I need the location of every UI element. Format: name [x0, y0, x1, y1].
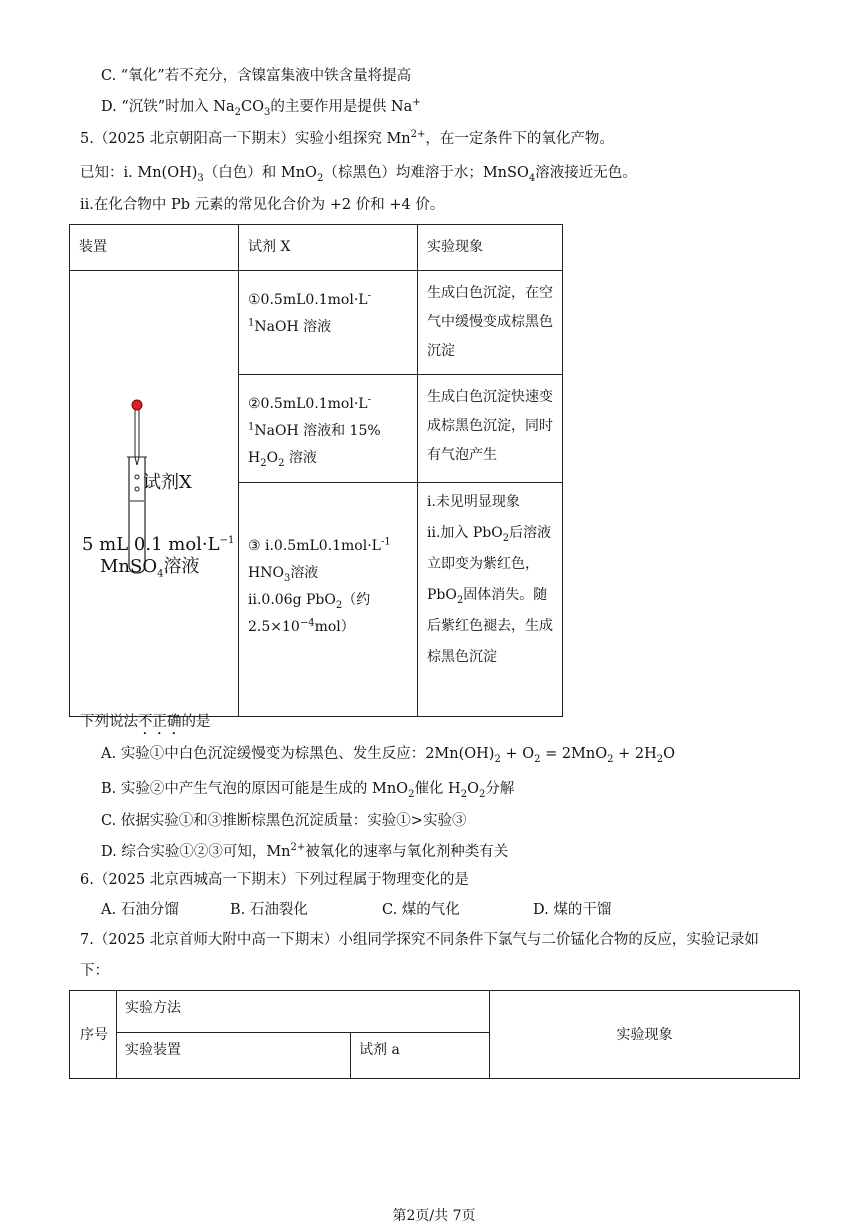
apparatus-cell [70, 271, 239, 717]
header-apparatus: 装置 [70, 225, 239, 271]
option-5d: D. 综合实验①②③可知，$Mn^{2+}$被氧化的速率与氧化剂种类有关 [101, 842, 509, 860]
question-7-stem-1: 7.（2025 北京首师大附中高一下期末）小组同学探究不同条件下氯气与二价锰化合物的反应，实验记录如 [80, 932, 759, 948]
phenomenon-1: 生成白色沉淀，在空气中缓慢变成棕黑色沉淀 [418, 271, 563, 375]
solution-label-1: 5 mL 0.1 $mol\cdot L^{-1}$ [82, 534, 235, 555]
reagent-1: $①0.5mL0.1mol\cdot L^{-1}NaOH$ 溶液 [239, 271, 418, 375]
header-apparatus-2: 实验装置 [117, 1033, 351, 1079]
option-6b: B. 石油裂化 [230, 902, 308, 918]
option-5b: B. 实验②中产生气泡的原因可能是生成的 MnO$_2$催化 $H_2O_2$分解 [101, 781, 515, 800]
question-7-stem-2: 下： [80, 963, 109, 979]
known-1: 已知：ⅰ. $Mn(OH)_3$（白色）和 MnO$_2$（棕黑色）均难溶于水；MnSO$_4$溶液接近无色。 [80, 165, 637, 184]
header-index: 序号 [70, 991, 117, 1079]
option-6d: D. 煤的干馏 [533, 902, 612, 918]
header-method: 实验方法 [117, 991, 490, 1033]
question-6-stem: 6.（2025 北京西城高一下期末）下列过程属于物理变化的是 [80, 872, 469, 888]
option-c-prev: C. “氧化”若不充分，含镍富集液中铁含量将提高 [101, 68, 412, 84]
question-5-stem: 5.（2025 北京朝阳高一下期末）实验小组探究 $Mn^{2+}$，在一定条件下的氧化产物。 [80, 129, 614, 147]
solution-label-2: MnSO$_4$溶液 [100, 556, 200, 580]
option-d-prev: D. “沉铁”时加入 $Na_2CO_3$的主要作用是提供 Na+ [101, 97, 421, 118]
header-reagent-a: 试剂 a [351, 1033, 490, 1079]
known-2: ⅱ.在化合物中 Pb 元素的常见化合价为 +2 价和 +4 价。 [80, 197, 445, 213]
reagent-2: $②0.5mL0.1mol\cdot L^{-1}NaOH$ 溶液和 15% $H_2O_2$ 溶液 [239, 375, 418, 483]
option-5c: C. 依据实验①和③推断棕黑色沉淀质量：实验①>实验③ [101, 813, 467, 829]
header-phenomenon-2: 实验现象 [490, 991, 800, 1079]
reagent-3: ③ $ⅰ.0.5mL0.1mol\cdot L^{-1}$ $HNO_3$溶液 ⅱ.0.06g PbO$_2$（约 $2.5\times 10^{-4}mol$） [239, 483, 418, 717]
phenomenon-3: ⅰ.未见明显现象 ⅱ.加入 PbO$_2$后溶液立即变为紫红色，PbO$_2$固体消失。随后紫红色褪去，生成棕黑色沉淀 [418, 483, 563, 717]
question-5-ask: 下列说法不正确的是 [80, 714, 211, 730]
option-5a: A. 实验①中白色沉淀缓慢变为棕黑色、发生反应：$2Mn(OH)_2 + O_2 = 2MnO_2 + 2H_2O$ [101, 746, 676, 765]
option-6a: A. 石油分馏 [101, 902, 179, 918]
reagent-x-label: 试剂X [143, 472, 192, 493]
header-reagent: 试剂 X [239, 225, 418, 271]
page-footer: 第2页/共 7页 [392, 1208, 476, 1224]
experiment-table-2 [69, 990, 800, 1079]
phenomenon-2: 生成白色沉淀快速变成棕黑色沉淀，同时有气泡产生 [418, 375, 563, 483]
header-phenomenon: 实验现象 [418, 225, 563, 271]
option-6c: C. 煤的气化 [382, 902, 460, 918]
experiment-table [69, 224, 563, 717]
